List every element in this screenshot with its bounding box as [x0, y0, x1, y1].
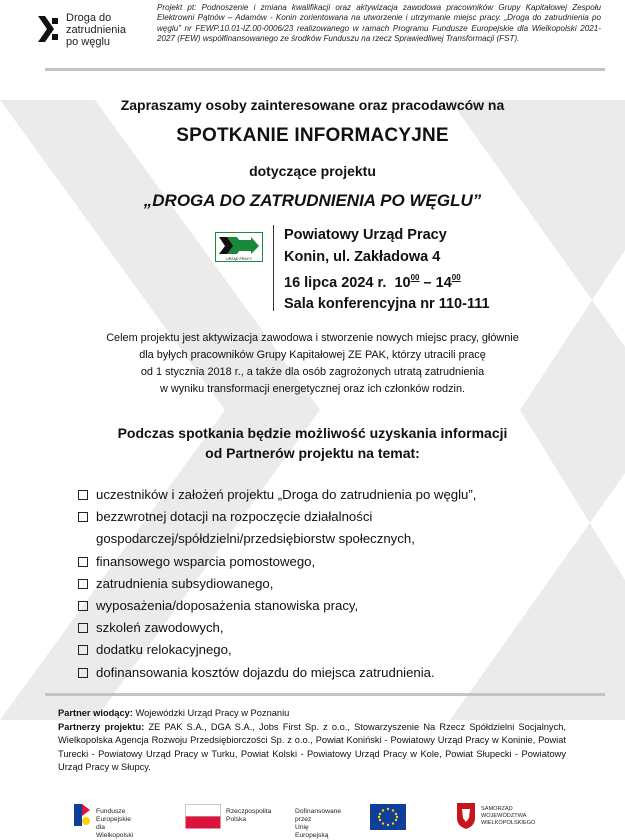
- checkbox-icon: [78, 579, 88, 589]
- list-item: wyposażenia/doposażenia stanowiska pracy,: [78, 595, 578, 617]
- lead-partner-label: Partner wiodący:: [58, 708, 133, 718]
- eu-flag-icon: [370, 804, 406, 830]
- topics-heading: [0, 423, 625, 463]
- funding-logos-bar: Fundusze Europejskie dla Wielkopolski Rzeczpospolita Polska Dofinansowane przez Unię Europejską SAMORZĄD WOJEWÓDZTWA WIELKOPOLSKIEGO: [70, 800, 570, 834]
- logo-line-2: zatrudnienia: [66, 24, 126, 36]
- concerning-text: dotyczące projektu: [249, 163, 376, 179]
- venue-room: Sala konferencyjna nr 110-111: [284, 296, 490, 313]
- list-item: finansowego wsparcia pomostowego,: [78, 551, 578, 573]
- checkbox-icon: [78, 601, 88, 611]
- list-item: uczestników i założeń projektu „Droga do zatrudnienia po węglu”,: [78, 484, 578, 506]
- checkbox-icon: [78, 490, 88, 500]
- partners-footer: [58, 707, 566, 775]
- project-logo: [36, 12, 126, 48]
- topics-heading-line-1: Podczas spotkania będzie możliwość uzyskania informacji: [117, 425, 508, 441]
- logo-line-1: Droga do: [66, 12, 112, 24]
- venue-info: [273, 225, 490, 311]
- checkbox-icon: [78, 645, 88, 655]
- invite-text: Zapraszamy osoby zainteresowane oraz pracodawców na: [120, 97, 505, 113]
- fe-stars-icon: [70, 800, 92, 830]
- desc-line: od 1 stycznia 2018 r., a także dla osób zagrożonych utratą zatrudnienia: [140, 366, 485, 378]
- checkbox-icon: [78, 623, 88, 633]
- venue-office: Powiatowy Urząd Pracy: [284, 227, 447, 243]
- logo-text: [66, 12, 126, 48]
- list-item: dofinansowania kosztów dojazdu do miejsca zatrudnienia.: [78, 662, 578, 684]
- list-item: zatrudnienia subsydiowanego,: [78, 573, 578, 595]
- svg-text:URZĄD PRACY: URZĄD PRACY: [226, 257, 252, 261]
- list-item: bezzwrotnej dotacji na rozpoczęcie działalności: [78, 506, 578, 528]
- fe-logo: Fundusze Europejskie dla Wielkopolski: [70, 800, 92, 834]
- meeting-title: SPOTKANIE INFORMACYJNE: [176, 125, 449, 146]
- time-start-min: 00: [410, 273, 420, 282]
- time-start-hour: 10: [394, 274, 411, 291]
- time-end-hour: 14: [435, 274, 452, 291]
- logo-line-3: po węglu: [66, 36, 111, 48]
- checkbox-icon: [78, 557, 88, 567]
- venue-datetime: [284, 268, 490, 294]
- topics-heading-line-2: od Partnerów projektu na temat:: [205, 445, 420, 461]
- wielkopolska-logo: SAMORZĄD WOJEWÓDZTWA WIELKOPOLSKIEGO: [455, 800, 477, 834]
- list-item: dodatku relokacyjnego,: [78, 639, 578, 661]
- topics-list: [78, 484, 578, 684]
- coat-of-arms-icon: [455, 800, 477, 830]
- poland-flag-icon: [185, 804, 221, 830]
- footer-divider: [45, 693, 605, 696]
- list-item: szkoleń zawodowych,: [78, 617, 578, 639]
- venue-address: Konin, ul. Zakładowa 4: [284, 248, 441, 265]
- partners-label: Partnerzy projektu:: [58, 721, 145, 732]
- chevron-logo-icon: [36, 14, 62, 44]
- desc-line: dla byłych pracowników Grupy Kapitałowej ZE PAK, którzy utracili pracę: [139, 349, 486, 361]
- desc-line: Celem projektu jest aktywizacja zawodowa i stworzenie nowych miejsc pracy, głównie: [106, 332, 519, 344]
- labour-office-logo: [215, 232, 263, 262]
- checkbox-icon: [78, 668, 88, 678]
- project-description: Projekt pt: Podnoszenie i zmiana kwalifikacji oraz aktywizacja zawodowa pracowników Grupy Kapitałowej Zespołu Elektrowni Pątnów – Adamów - Konin zorientowana na utworzenie i utrzymanie miejsc pracy. „Droga do zatrudnienia po węglu” nr FEWP.10.01-IZ.00-0006/23 realizowanego w ramach Programu Fundusze Europejskie dla Wielkopolski 2021-2027 (FEW) współfinansowanego ze środków Funduszu na rzecz Sprawiedliwej Transformacji (FST).: [157, 3, 601, 44]
- time-dash: –: [423, 274, 432, 291]
- time-end-min: 00: [451, 273, 461, 282]
- project-name: „DROGA DO ZATRUDNIENIA PO WĘGLU”: [143, 191, 482, 210]
- lead-partner-value: Wojewódzki Urząd Pracy w Poznaniu: [135, 708, 290, 718]
- venue-date: 16 lipca 2024 r.: [284, 274, 387, 291]
- project-goal-description: [60, 330, 565, 398]
- header-divider: [45, 68, 605, 71]
- partners-value: ZE PAK S.A., DGA S.A., Jobs First Sp. z o.o., Stowarzyszenie Na Rzecz Spółdzielni Socjalnych, Wielkopolska Agencja Rozwoju Przedsiębiorczości Sp. z o.o., Powiat Koniński - Powiatowy Urząd Pracy w Koninie, Powiat Turecki - Powiatowy Urząd Pracy w Turku, Powiat Kolski - Powiatowy Urząd Pracy w Kole, Powiat Słupecki - Powiatowy Urząd Pracy w Słupcy.: [58, 721, 566, 772]
- list-item-continuation: gospodarczej/spółdzielni/przedsiębiorstw społecznych,: [96, 531, 415, 547]
- desc-line: w wyniku transformacji energetycznej oraz ich członków rodzin.: [159, 383, 466, 395]
- checkbox-icon: [78, 512, 88, 522]
